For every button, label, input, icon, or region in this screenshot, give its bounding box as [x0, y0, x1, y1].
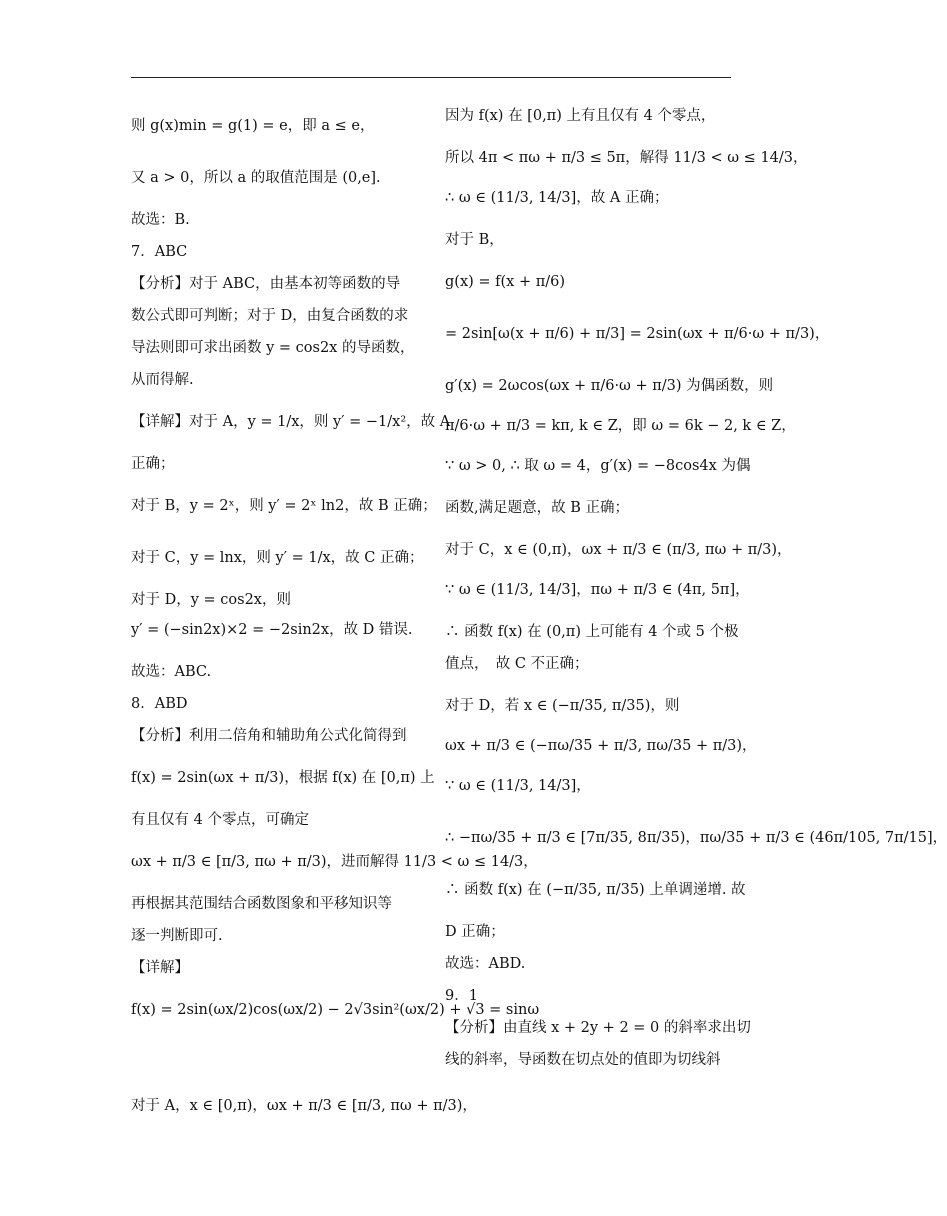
text-line: 数公式即可判断；对于 D，由复合函数的求: [131, 308, 409, 324]
question-number: 9．1: [445, 988, 478, 1004]
text-line: 逐一判断即可.: [131, 928, 223, 944]
text-line: ∵ ω > 0, ∴ 取 ω = 4，g′(x) = −8cos4x 为偶: [445, 458, 751, 474]
text-line: g(x) = f(x + π/6): [445, 274, 566, 290]
text-line: 因为 f(x) 在 [0,π) 上有且仅有 4 个零点，: [445, 108, 716, 124]
text-line: 对于 A，x ∈ [0,π)，ωx + π/3 ∈ [π/3, πω + π/3)，: [131, 1098, 477, 1114]
detail-heading-line: 【详解】对于 A，y = 1/x，则 y′ = −1/x²，故 A: [131, 414, 451, 430]
text-line: ∴ ω ∈ (11/3, 14/3]，故 A 正确；: [445, 190, 669, 206]
text-line: 值点， 故 C 不正确；: [445, 656, 589, 672]
question-number: 8．ABD: [131, 696, 188, 712]
analysis-heading-line: 【分析】利用二倍角和辅助角公式化简得到: [131, 728, 407, 744]
text-line: 故选：ABC.: [131, 664, 212, 680]
text-line: 对于 C，x ∈ (0,π)，ωx + π/3 ∈ (π/3, πω + π/3)，: [445, 542, 792, 558]
text-line: 函数,满足题意，故 B 正确；: [445, 500, 629, 516]
text-line: ωx + π/3 ∈ [π/3, πω + π/3)，进而解得 11/3 < ω ≤ 14/3，: [131, 854, 538, 870]
text-line: ∵ ω ∈ (11/3, 14/3]，πω + π/3 ∈ (4π, 5π]，: [445, 582, 750, 598]
text-line: 对于 C，y = lnx，则 y′ = 1/x，故 C 正确；: [131, 550, 424, 566]
text-line: 对于 B，: [445, 232, 504, 248]
text-line: ∵ ω ∈ (11/3, 14/3]，: [445, 778, 591, 794]
text-line: 从而得解.: [131, 372, 194, 388]
text-line: 正确；: [131, 456, 175, 472]
text-line: 所以 4π < πω + π/3 ≤ 5π，解得 11/3 < ω ≤ 14/3，: [445, 150, 808, 166]
text-line: 故选：B.: [131, 212, 190, 228]
text-line: y′ = (−sin2x)×2 = −2sin2x，故 D 错误.: [131, 622, 413, 638]
question-number: 7．ABC: [131, 244, 188, 260]
text-line: 对于 D，y = cos2x，则: [131, 592, 291, 608]
analysis-heading-line: 【分析】对于 ABC，由基本初等函数的导: [131, 276, 401, 292]
header-rule: [131, 77, 731, 78]
text-line: ∴ −πω/35 + π/3 ∈ [7π/35, 8π/35)，πω/35 + π/3 ∈ (46π/105, 7π/15]，: [445, 830, 947, 846]
text-line: 故选：ABD.: [445, 956, 526, 972]
analysis-heading-line: 【分析】由直线 x + 2y + 2 = 0 的斜率求出切: [445, 1020, 751, 1036]
text-line: g′(x) = 2ωcos(ωx + π/6·ω + π/3) 为偶函数，则: [445, 378, 774, 394]
text-line: f(x) = 2sin(ωx + π/3)，根据 f(x) 在 [0,π) 上: [131, 770, 435, 786]
text-line: ωx + π/3 ∈ (−πω/35 + π/3, πω/35 + π/3)，: [445, 738, 757, 754]
text-line: 线的斜率，导函数在切点处的值即为切线斜: [445, 1052, 721, 1068]
text-line: 则 g(x)min = g(1) = e，即 a ≤ e，: [131, 118, 375, 134]
text-line: 再根据其范围结合函数图象和平移知识等: [131, 896, 392, 912]
text-line: 对于 B，y = 2ˣ，则 y′ = 2ˣ ln2，故 B 正确；: [131, 498, 437, 514]
right-column: [445, 106, 947, 1070]
text-line: 对于 D，若 x ∈ (−π/35, π/35)，则: [445, 698, 680, 714]
text-line: ∴ 函数 f(x) 在 (−π/35, π/35) 上单调递增. 故: [445, 882, 746, 898]
detail-heading: 【详解】: [131, 960, 189, 976]
text-line: = 2sin[ω(x + π/6) + π/3] = 2sin(ωx + π/6·ω + π/3)，: [445, 326, 830, 342]
text-line: 又 a > 0，所以 a 的取值范围是 (0,e].: [131, 170, 381, 186]
text-line: 有且仅有 4 个零点，可确定: [131, 812, 309, 828]
text-line: f(x) = 2sin(ωx/2)cos(ωx/2) − 2√3sin²(ωx/2) + √3 = sinω: [131, 1002, 540, 1018]
text-line: ∴ 函数 f(x) 在 (0,π) 上可能有 4 个或 5 个极: [445, 624, 739, 640]
text-line: π/6·ω + π/3 = kπ, k ∈ Z，即 ω = 6k − 2, k ∈ Z，: [445, 418, 796, 434]
text-line: 导法则即可求出函数 y = cos2x 的导函数，: [131, 340, 415, 356]
text-line: D 正确；: [445, 924, 505, 940]
